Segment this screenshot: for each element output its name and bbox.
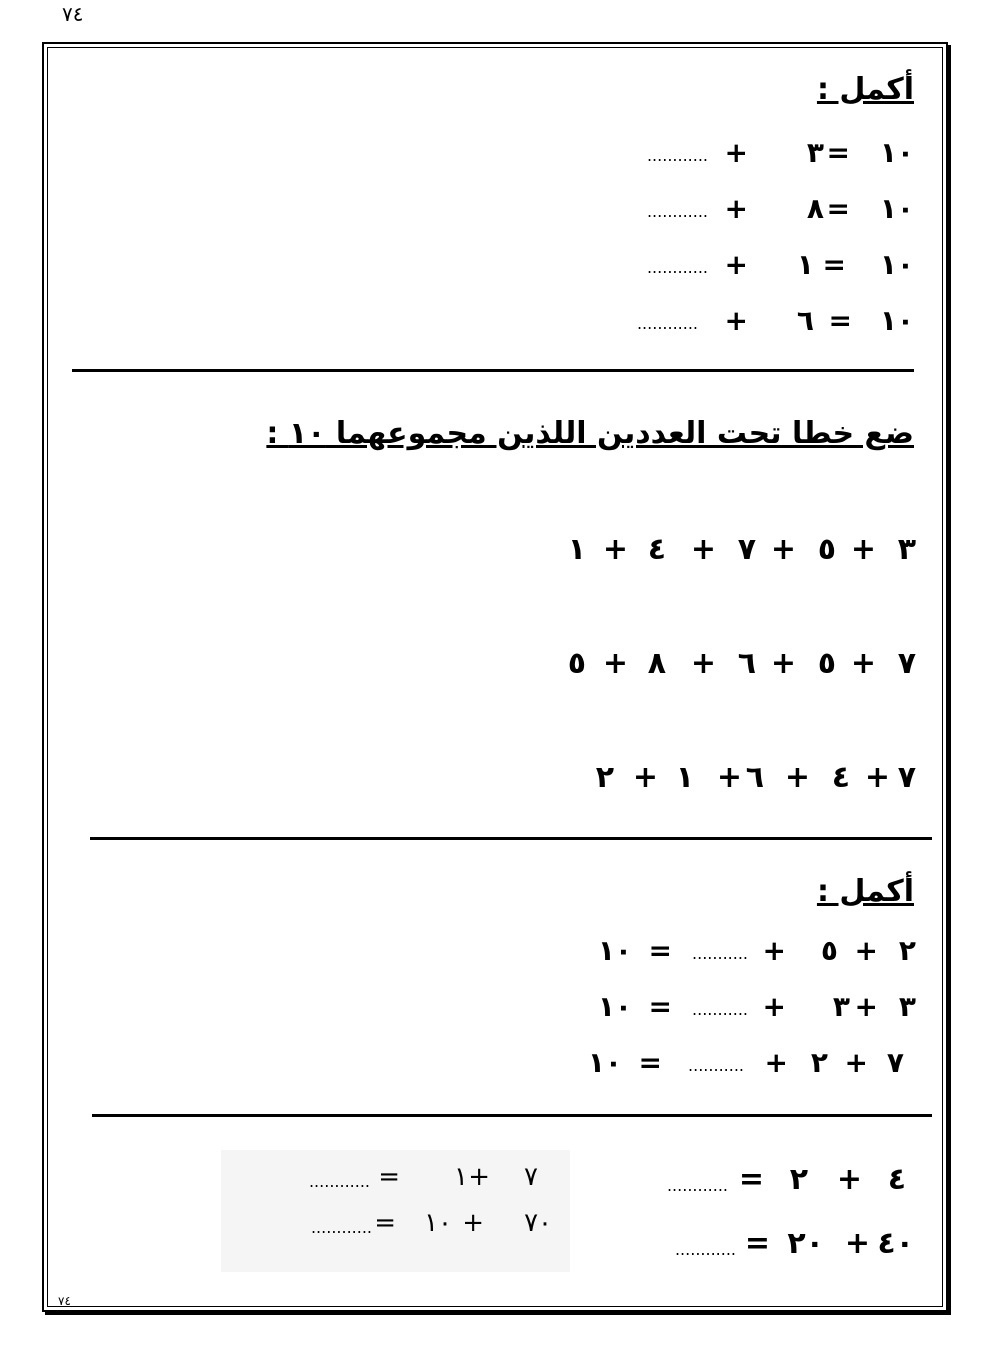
number: ٦ — [796, 304, 814, 337]
term: ٧ — [897, 760, 916, 795]
plus-sign: + — [724, 248, 748, 281]
term: ٤ — [831, 760, 850, 795]
term: ٤٠ — [877, 1226, 914, 1261]
answer-blank: ........... — [692, 1000, 748, 1019]
sequence-row-1 — [540, 532, 920, 572]
answer-blank: ............ — [636, 314, 698, 333]
term: ٤ — [887, 1162, 906, 1197]
plus-sign: + — [724, 192, 748, 225]
plus-sign: + — [770, 646, 796, 681]
section1-row-2 — [620, 192, 920, 226]
plus-sign: + — [724, 304, 748, 337]
section-divider-1 — [72, 369, 914, 372]
term: ٦ — [737, 646, 756, 681]
section-divider-2 — [90, 837, 932, 840]
term: ٧ — [524, 1162, 538, 1192]
sequence-row-3 — [560, 760, 920, 800]
term: ٥ — [817, 532, 836, 567]
equals-sign: = — [828, 304, 852, 337]
term: ١٠ — [424, 1208, 452, 1238]
term: ٤ — [647, 532, 666, 567]
plus-sign: + — [690, 532, 716, 567]
section1-row-1 — [620, 136, 920, 170]
term: ٧ — [737, 532, 756, 567]
term: ٣ — [832, 990, 850, 1023]
plus-sign: + — [844, 1226, 870, 1261]
term: ٥ — [567, 646, 586, 681]
ten: ١٠ — [879, 248, 914, 281]
term: ٣ — [897, 532, 916, 567]
answer-blank: ............ — [666, 1176, 728, 1195]
section2-title: ضع خطا تحت العددين اللذين مجموعهما ١٠ : — [266, 416, 914, 451]
term: ١ — [567, 532, 586, 567]
answer-blank: ........... — [692, 944, 748, 963]
answer-blank: ............ — [310, 1218, 372, 1237]
section4-right-row-1 — [650, 1162, 920, 1202]
section4-right-row-2 — [650, 1226, 920, 1266]
term: ٨ — [647, 646, 666, 681]
ten: ١٠ — [879, 136, 914, 169]
plus-sign: + — [844, 1046, 868, 1079]
ten: ١٠ — [597, 934, 632, 967]
equals-sign: = — [648, 990, 672, 1023]
number: ٣ — [806, 136, 824, 169]
term: ٥ — [817, 646, 836, 681]
term: ٢ — [898, 934, 916, 967]
term: ٢ — [810, 1046, 828, 1079]
plus-sign: + — [850, 646, 876, 681]
equals-sign: = — [822, 248, 846, 281]
box-row-2 — [296, 1208, 558, 1244]
plus-sign: + — [784, 760, 810, 795]
term: ٧ — [886, 1046, 904, 1079]
plus-sign: + — [854, 934, 878, 967]
term: ٢٠ — [787, 1226, 824, 1261]
plus-sign: + — [462, 1208, 484, 1238]
section-divider-3 — [92, 1114, 932, 1117]
term: ٦ — [745, 760, 764, 795]
plus-sign: + — [770, 532, 796, 567]
term: ٧ — [897, 646, 916, 681]
plus-sign: + — [762, 934, 786, 967]
page-number-bottom: ٧٤ — [58, 1294, 71, 1308]
plus-sign: + — [690, 646, 716, 681]
equals-sign: = — [378, 1162, 400, 1192]
plus-sign: + — [468, 1162, 490, 1192]
box-row-1 — [296, 1162, 546, 1198]
plus-sign: + — [716, 760, 742, 795]
equals-sign: = — [826, 192, 850, 225]
term: ٢ — [789, 1162, 808, 1197]
equals-sign: = — [744, 1226, 770, 1261]
plus-sign: + — [764, 1046, 788, 1079]
plus-sign: + — [632, 760, 658, 795]
term: ٣ — [898, 990, 916, 1023]
answer-blank: ............ — [646, 258, 708, 277]
term: ٧٠ — [524, 1208, 552, 1238]
plus-sign: + — [602, 532, 628, 567]
plus-sign: + — [602, 646, 628, 681]
equals-sign: = — [374, 1208, 396, 1238]
ten: ١٠ — [587, 1046, 622, 1079]
sequence-row-2 — [540, 646, 920, 686]
section1-row-4 — [620, 304, 920, 338]
plus-sign: + — [762, 990, 786, 1023]
equals-sign: = — [738, 1162, 764, 1197]
answer-blank: ............ — [674, 1240, 736, 1259]
term: ١ — [454, 1162, 468, 1192]
plus-sign: + — [854, 990, 878, 1023]
equals-sign: = — [648, 934, 672, 967]
ten: ١٠ — [879, 304, 914, 337]
section3-row-1 — [580, 934, 920, 968]
answer-blank: ............ — [646, 146, 708, 165]
section3-title: أكمل : — [816, 874, 914, 909]
page-number-top: ٧٤ — [62, 2, 84, 26]
answer-blank: ............ — [308, 1172, 370, 1191]
plus-sign: + — [864, 760, 890, 795]
plus-sign: + — [724, 136, 748, 169]
number: ٨ — [806, 192, 824, 225]
plus-sign: + — [850, 532, 876, 567]
equals-sign: = — [826, 136, 850, 169]
term: ٥ — [820, 934, 838, 967]
section1-title: أكمل : — [816, 72, 914, 107]
answer-blank: ............ — [646, 202, 708, 221]
section1-row-3 — [620, 248, 920, 282]
equals-sign: = — [638, 1046, 662, 1079]
plus-sign: + — [836, 1162, 862, 1197]
answer-blank: ........... — [688, 1056, 744, 1075]
section3-row-2 — [580, 990, 920, 1024]
term: ١ — [675, 760, 694, 795]
section3-row-3 — [570, 1046, 910, 1080]
term: ٢ — [595, 760, 614, 795]
ten: ١٠ — [879, 192, 914, 225]
number: ١ — [796, 248, 814, 281]
ten: ١٠ — [597, 990, 632, 1023]
